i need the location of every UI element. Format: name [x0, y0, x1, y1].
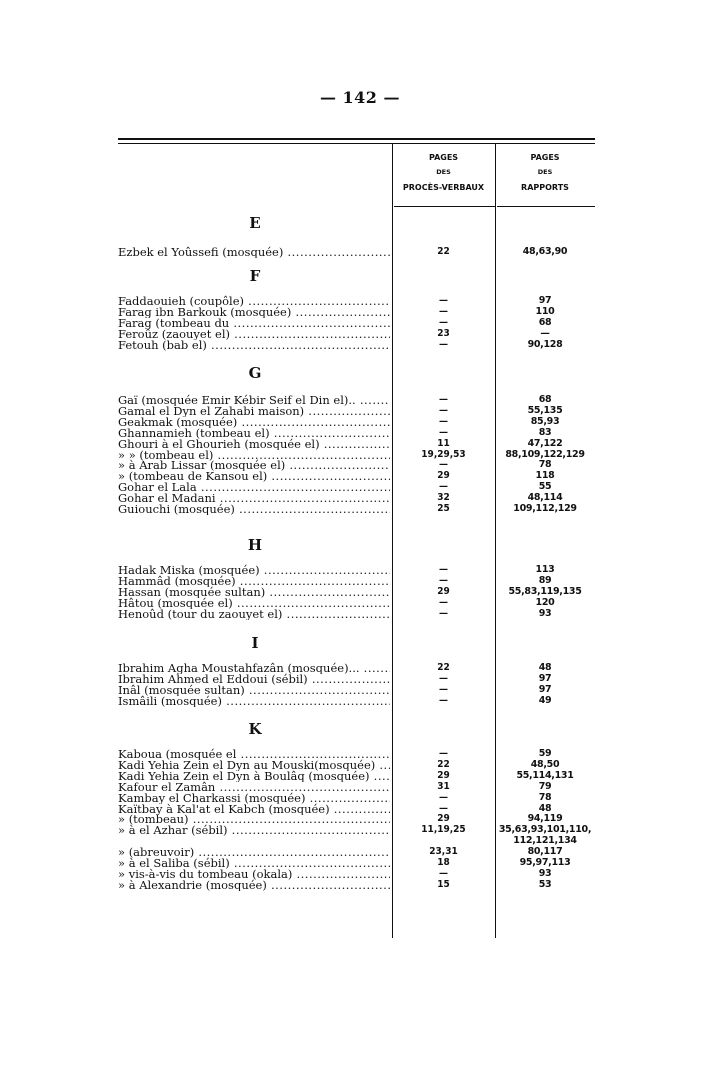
entry-rapport-pages: 49: [538, 694, 552, 706]
entry-pv-pages: 29: [437, 813, 450, 825]
entry-name: Hammâd (mosquée) .....: [118, 575, 390, 587]
entry-name: » (tombeau de Kansou el) .....: [118, 470, 390, 482]
entry-rapport-pages: 55,83,119,135: [508, 585, 582, 597]
entry-rapport-pages: 48: [538, 802, 552, 814]
entry-name: Ismâili (mosquée) .....: [118, 695, 390, 707]
entry-pv-pages: —: [439, 295, 448, 306]
entry-name: Hâtou (mosquée el) .....: [118, 597, 390, 609]
entry-name: » (tombeau) .....: [118, 813, 390, 825]
entry-name: Guiouchi (mosquée) .....: [118, 503, 390, 515]
entry-rapport-pages: 78: [538, 791, 552, 803]
header-underline-rp: [497, 206, 595, 207]
entry-pv-pages: 25: [437, 503, 450, 514]
entry-pv-pages: —: [439, 459, 448, 471]
section-letter-i: I: [251, 634, 259, 652]
entry-rapport-pages: 120: [535, 596, 555, 608]
entry-name: » » (tombeau el) .....: [118, 449, 390, 461]
index-entry: [118, 246, 595, 258]
entry-name: Gohar el Lala .....: [118, 481, 390, 493]
entry-pv-pages: —: [439, 791, 448, 803]
entry-pv-pages: 11: [437, 437, 450, 449]
entry-rapport-pages: 97: [538, 295, 552, 306]
entry-name: Fetouh (bab el) .....: [118, 339, 390, 351]
entry-name: Ibrahim Agha Moustahfazân (mosquée)... .....: [118, 662, 390, 674]
header-rp-line2: DES: [537, 168, 553, 176]
entry-pv-pages: 18: [437, 857, 450, 868]
entry-name: Farag ibn Barkouk (mosquée) .....: [118, 306, 390, 318]
entry-rapport-pages: 93: [538, 867, 552, 879]
entry-pv-pages: 22: [437, 758, 450, 770]
entry-pv-pages: 29: [437, 585, 450, 597]
index-entry: [118, 608, 595, 620]
section-letter-h: H: [247, 536, 263, 554]
index-entry: [118, 339, 595, 351]
entry-pv-pages: 29: [437, 769, 450, 781]
entry-name: Kaboua (mosquée el .....: [118, 748, 390, 760]
entry-pv-pages: —: [439, 694, 448, 706]
entry-pv-pages: —: [439, 748, 448, 759]
page-number: — 142 —: [319, 88, 401, 107]
entry-rapport-pages: 93: [538, 607, 552, 619]
section-letter-k: K: [248, 720, 262, 738]
entry-name: » à el Saliba (sébil) .....: [118, 857, 390, 869]
entry-name: Kaïtbay à Kal'at el Kabch (mosquée) .....: [118, 803, 390, 815]
entry-pv-pages: 31: [437, 780, 450, 792]
entry-pv-pages: —: [439, 596, 448, 608]
entry-name: » à Alexandrie (mosquée) .....: [118, 879, 390, 891]
entry-rapport-pages: 48,50: [530, 758, 560, 770]
entry-rapport-pages: 110: [535, 305, 555, 317]
entry-rapport-pages: 48,114: [527, 492, 563, 504]
entry-name: Hassan (mosquée sultan) .....: [118, 586, 390, 598]
entry-rapport-pages: 83: [538, 426, 552, 438]
header-proces-verbaux: [392, 150, 495, 195]
entry-name: Gamal el Dyn el Zahabi maison) .....: [118, 405, 390, 417]
top-rule-thin: [118, 143, 595, 144]
entry-rapport-pages: 118: [535, 470, 555, 482]
entry-name: Ghouri à el Ghourieh (mosquée el) .....: [118, 438, 390, 450]
entry-rapport-pages: 88,109,122,129: [505, 448, 585, 460]
entry-name: Hadak Miska (mosquée) .....: [118, 564, 390, 576]
section-letter-f: F: [249, 267, 261, 285]
entry-pv-pages: —: [439, 574, 448, 586]
entry-name: Kadi Yehia Zein el Dyn au Mouski(mosquée) .....: [118, 759, 390, 771]
entry-name: Feroûz (zaouyet el) .....: [118, 328, 390, 340]
entry-pv-pages: 19,29,53: [421, 448, 466, 460]
entry-pv-pages: —: [439, 316, 448, 328]
entry-name: Geakmak (mosquée) .....: [118, 416, 390, 428]
entry-name: Ezbek el Yoûssefi (mosquée) .....: [118, 246, 390, 258]
entry-name: Henoûd (tour du zaouyet el) .....: [118, 608, 390, 620]
entry-name: Kadi Yehia Zein el Dyn à Boulâq (mosquée) .....: [118, 770, 390, 782]
entry-pv-pages: 32: [437, 492, 450, 504]
entry-name: Ibrahim Ahmed el Eddoui (sébil) .....: [118, 673, 390, 685]
entry-rapport-pages: 89: [538, 574, 552, 586]
entry-name: Ghannamieh (tombeau el) .....: [118, 427, 390, 439]
entry-name: Kafour el Zamân .....: [118, 781, 390, 793]
entry-pv-pages: 22: [437, 246, 450, 257]
section-letter-e: E: [249, 214, 261, 232]
entry-rapport-pages: 109,112,129: [513, 503, 577, 514]
entry-name: Gaï (mosquée Emir Kébir Seif el Din el).. .....: [118, 394, 390, 406]
entry-rapport-pages: 53: [538, 878, 552, 890]
entry-pv-pages: —: [439, 305, 448, 317]
section-letter-g: G: [248, 364, 262, 382]
entry-pv-pages: 29: [437, 470, 450, 482]
entry-name: » à el Azhar (sébil) .....: [118, 824, 390, 836]
entry-rapport-pages: 55: [538, 481, 552, 493]
entry-rapport-pages: 48,63,90: [522, 246, 568, 257]
entry-rapport-pages: 95,97,113: [519, 857, 571, 868]
entry-pv-pages: 11,19,25: [421, 824, 466, 836]
entry-pv-pages: —: [439, 683, 448, 695]
entry-name: » vis-à-vis du tombeau (okala) .....: [118, 868, 390, 880]
entry-rapport-pages: 113: [535, 564, 555, 575]
entry-name: Inâl (mosquée sultan) .....: [118, 684, 390, 696]
entry-pv-pages: —: [439, 867, 448, 879]
entry-rapport-pages: 47,122: [527, 437, 563, 449]
entry-rapport-pages: 48: [538, 662, 552, 673]
index-table: [118, 138, 595, 938]
entry-name: » à Arab Lissar (mosquée el) .....: [118, 459, 390, 471]
entry-rapport-pages: 35,63,93,101,110,: [498, 824, 592, 836]
index-entry: [118, 503, 595, 515]
entry-rapport-pages: 68: [538, 316, 552, 328]
entry-pv-pages: —: [439, 802, 448, 814]
header-pv-line3: PROCÈS-VERBAUX: [402, 183, 485, 192]
entry-pv-pages: —: [439, 394, 448, 405]
entry-pv-pages: 22: [437, 662, 450, 673]
entry-rapport-pages: 85,93: [530, 415, 560, 427]
entry-rapport-pages: 94,119: [527, 813, 563, 825]
entry-name: » (abreuvoir) .....: [118, 846, 390, 858]
header-pv-line2: DES: [436, 168, 451, 176]
entry-name: Kambay el Charkassi (mosquée) .....: [118, 792, 390, 804]
entry-pv-pages: —: [439, 564, 448, 575]
header-rapports: [495, 150, 595, 195]
header-rp-line1: PAGES: [530, 153, 560, 162]
entry-pv-pages: 23,31: [429, 846, 458, 858]
entry-rapport-pages: 79: [538, 780, 552, 792]
entry-pv-pages: —: [439, 607, 448, 619]
entry-rapport-pages: 97: [538, 672, 552, 684]
index-entry: [118, 879, 595, 891]
entry-rapport-pages: 90,128: [527, 338, 563, 350]
entry-rapport-pages: 55,114,131: [516, 769, 574, 781]
entry-name: Faddaouieh (coupôle) .....: [118, 295, 390, 307]
entry-rapport-pages: 68: [538, 394, 552, 405]
header-rp-line3: RAPPORTS: [521, 183, 569, 192]
entry-name: Gohar el Madani .....: [118, 492, 390, 504]
entry-rapport-pages: 59: [538, 748, 552, 759]
entry-pv-pages: —: [439, 415, 448, 427]
entry-pv-pages: —: [439, 404, 448, 416]
entry-rapport-pages: 78: [538, 459, 552, 471]
entry-name: Farag (tombeau du .....: [118, 317, 390, 329]
header-pv-line1: PAGES: [428, 153, 459, 162]
entry-rapport-pages: 80,117: [527, 846, 563, 858]
entry-pv-pages: 23: [437, 327, 450, 339]
entry-pv-pages: 15: [437, 878, 450, 890]
entry-pv-pages: —: [439, 426, 448, 438]
entry-pv-pages: —: [439, 672, 448, 684]
entry-rapport-pages: 112,121,134: [513, 835, 577, 847]
entry-rapport-pages: 55,135: [527, 404, 563, 416]
index-entry: [118, 695, 595, 707]
top-rule: [118, 138, 595, 140]
entry-rapport-pages: —: [540, 327, 550, 339]
header-underline-pv: [394, 206, 495, 207]
entry-pv-pages: —: [439, 481, 448, 493]
entry-pv-pages: —: [439, 338, 448, 350]
entry-rapport-pages: 97: [538, 683, 552, 695]
